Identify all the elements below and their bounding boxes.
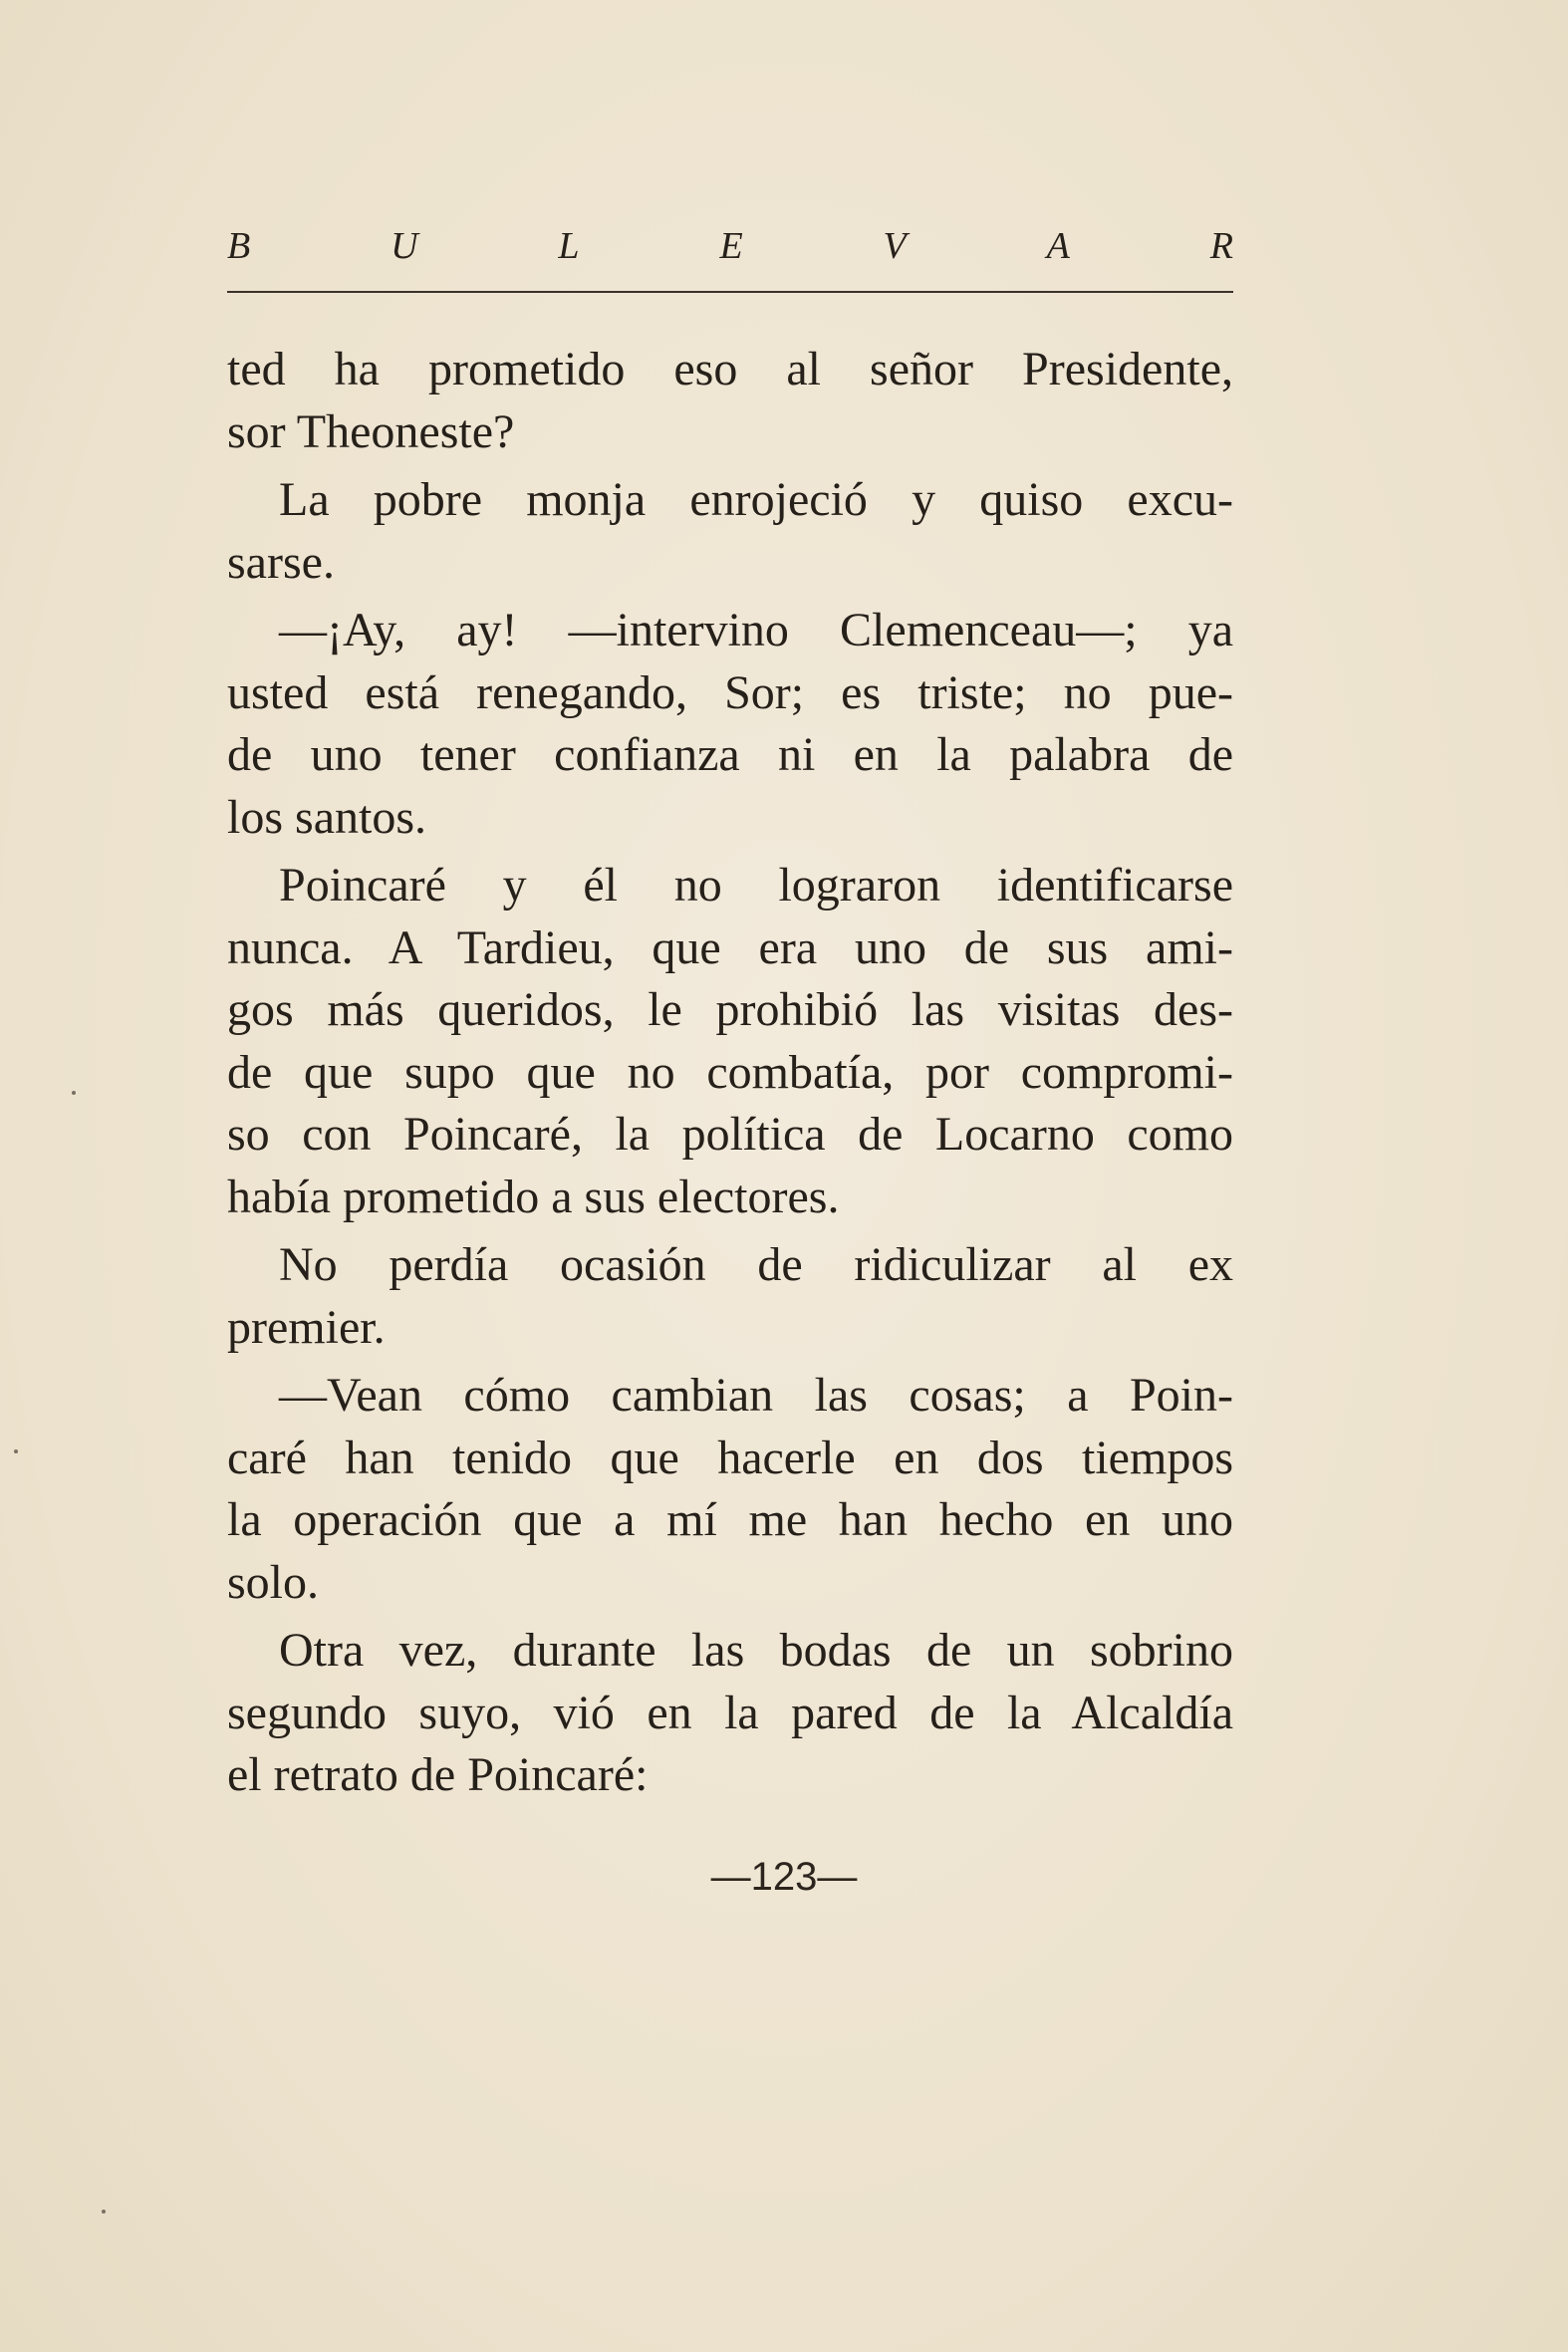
text-line: sor Theoneste?: [227, 404, 515, 458]
header-letter: L: [558, 225, 580, 267]
text-line: Otra vez, durante las bodas de un sobrino: [279, 1624, 1233, 1677]
paper-speck: [102, 2210, 106, 2214]
header-letter: U: [391, 225, 418, 267]
text-line: Poincaré y él no lograron identificarse: [279, 859, 1233, 912]
header-rule: [227, 291, 1233, 293]
paragraph: [227, 339, 1233, 463]
text-line: los santos.: [227, 790, 427, 844]
text-line: de que supo que no combatía, por compromi-: [227, 1045, 1233, 1099]
body-text: [227, 339, 1233, 1813]
text-line: había prometido a sus electores.: [227, 1170, 840, 1223]
text-line: gos más queridos, le prohibió las visitas des-: [227, 983, 1233, 1036]
text-line: solo.: [227, 1555, 320, 1609]
text-line: el retrato de Poincaré:: [227, 1748, 649, 1801]
text-line: premier.: [227, 1300, 386, 1354]
paragraph: [227, 469, 1233, 594]
text-line: —¡Ay, ay! —intervino Clemenceau—; ya: [279, 604, 1233, 656]
text-line: ted ha prometido eso al señor Presidente,: [227, 343, 1233, 395]
text-line: —Vean cómo cambian las cosas; a Poin-: [279, 1369, 1233, 1422]
page-number: —123—: [710, 1855, 858, 1899]
paragraph: [227, 600, 1233, 849]
text-line: so con Poincaré, la política de Locarno como: [227, 1108, 1233, 1161]
text-line: nunca. A Tardieu, que era uno de sus ami-: [227, 920, 1233, 974]
text-line: la operación que a mí me han hecho en uno: [227, 1493, 1233, 1546]
text-line: usted está renegando, Sor; es triste; no pue-: [227, 665, 1233, 719]
paragraph: [227, 1620, 1233, 1807]
header-letter: R: [1209, 225, 1233, 267]
header-letter: V: [883, 225, 907, 267]
header-letter: A: [1046, 225, 1070, 267]
text-line: No perdía ocasión de ridiculizar al ex: [279, 1238, 1233, 1291]
paragraph: [227, 855, 1233, 1228]
paper-speck: [72, 1091, 76, 1095]
text-line: de uno tener confianza ni en la palabra de: [227, 728, 1233, 781]
paper-speck: [14, 1449, 18, 1453]
running-header: [227, 227, 1233, 265]
text-line: sarse.: [227, 535, 335, 589]
text-line: segundo suyo, vió en la pared de la Alcaldía: [227, 1686, 1233, 1739]
text-line: La pobre monja enrojeció y quiso excu-: [279, 473, 1233, 526]
paragraph: [227, 1234, 1233, 1359]
header-letter: B: [227, 225, 251, 267]
header-letter: E: [719, 225, 743, 267]
text-line: caré han tenido que hacerle en dos tiempos: [227, 1431, 1233, 1484]
paragraph: [227, 1365, 1233, 1614]
